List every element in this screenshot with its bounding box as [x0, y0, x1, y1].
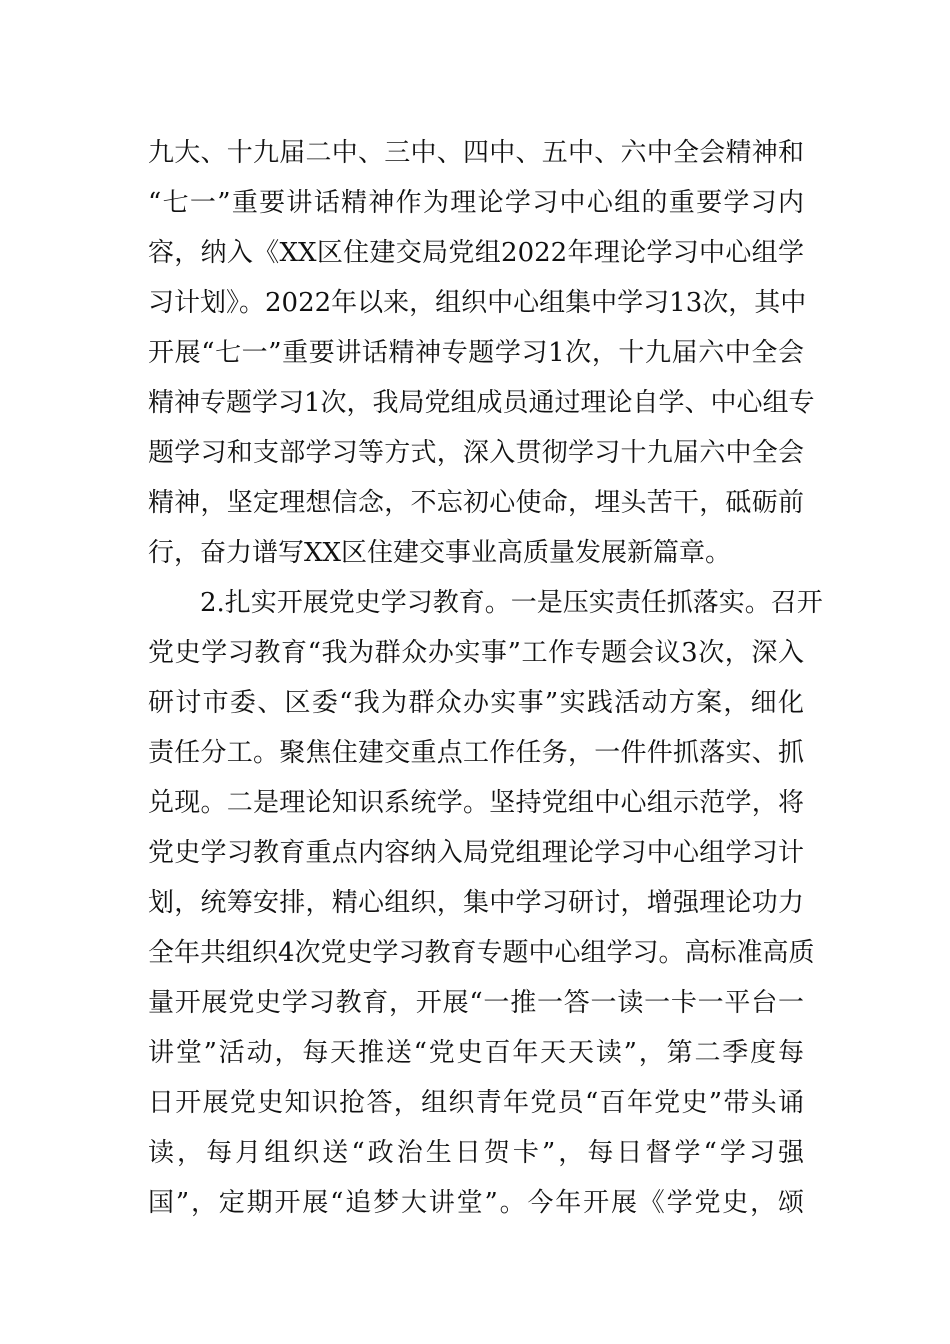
text-line: 精神，坚定理想信念，不忘初心使命，埋头苦干，砥砺前	[148, 488, 804, 518]
text-line: 量开展党史学习教育，开展“一推一答一读一卡一平台一	[148, 988, 804, 1018]
text-line: 行，奋力谱写XX区住建交事业高质量发展新篇章。	[148, 538, 732, 568]
paragraph-start-line: 2.扎实开展党史学习教育。一是压实责任抓落实。召开	[200, 588, 823, 618]
text-line: 全年共组织4次党史学习教育专题中心组学习。高标准高质	[148, 938, 815, 968]
text-line: 精神专题学习1次，我局党组成员通过理论自学、中心组专	[148, 388, 815, 418]
text-line: “七一”重要讲话精神作为理论学习中心组的重要学习内	[148, 188, 804, 218]
text-line: 国”，定期开展“追梦大讲堂”。今年开展《学党史，颂	[148, 1188, 804, 1218]
text-line: 兑现。二是理论知识系统学。坚持党组中心组示范学，将	[148, 788, 804, 818]
text-line: 党史学习教育“我为群众办实事”工作专题会议3次，深入	[148, 638, 804, 668]
text-line: 责任分工。聚焦住建交重点工作任务，一件件抓落实、抓	[148, 738, 804, 768]
text-line: 日开展党史知识抢答，组织青年党员“百年党史”带头诵	[148, 1088, 804, 1118]
text-line: 习计划》。2022年以来，组织中心组集中学习13次，其中	[148, 288, 807, 318]
text-line: 划，统筹安排，精心组织，集中学习研讨，增强理论功力	[148, 888, 804, 918]
text-line: 讲堂”活动，每天推送“党史百年天天读”，第二季度每	[148, 1038, 804, 1068]
text-line: 容，纳入《XX区住建交局党组2022年理论学习中心组学	[148, 238, 804, 268]
text-line: 研讨市委、区委“我为群众办实事”实践活动方案，细化	[148, 688, 804, 718]
body-text	[148, 128, 823, 1228]
text-line: 读，每月组织送“政治生日贺卡”，每日督学“学习强	[148, 1138, 804, 1168]
text-line: 党史学习教育重点内容纳入局党组理论学习中心组学习计	[148, 838, 804, 868]
text-line: 开展“七一”重要讲话精神专题学习1次，十九届六中全会	[148, 338, 804, 368]
text-line: 九大、十九届二中、三中、四中、五中、六中全会精神和	[148, 138, 804, 168]
text-line: 题学习和支部学习等方式，深入贯彻学习十九届六中全会	[148, 438, 804, 468]
